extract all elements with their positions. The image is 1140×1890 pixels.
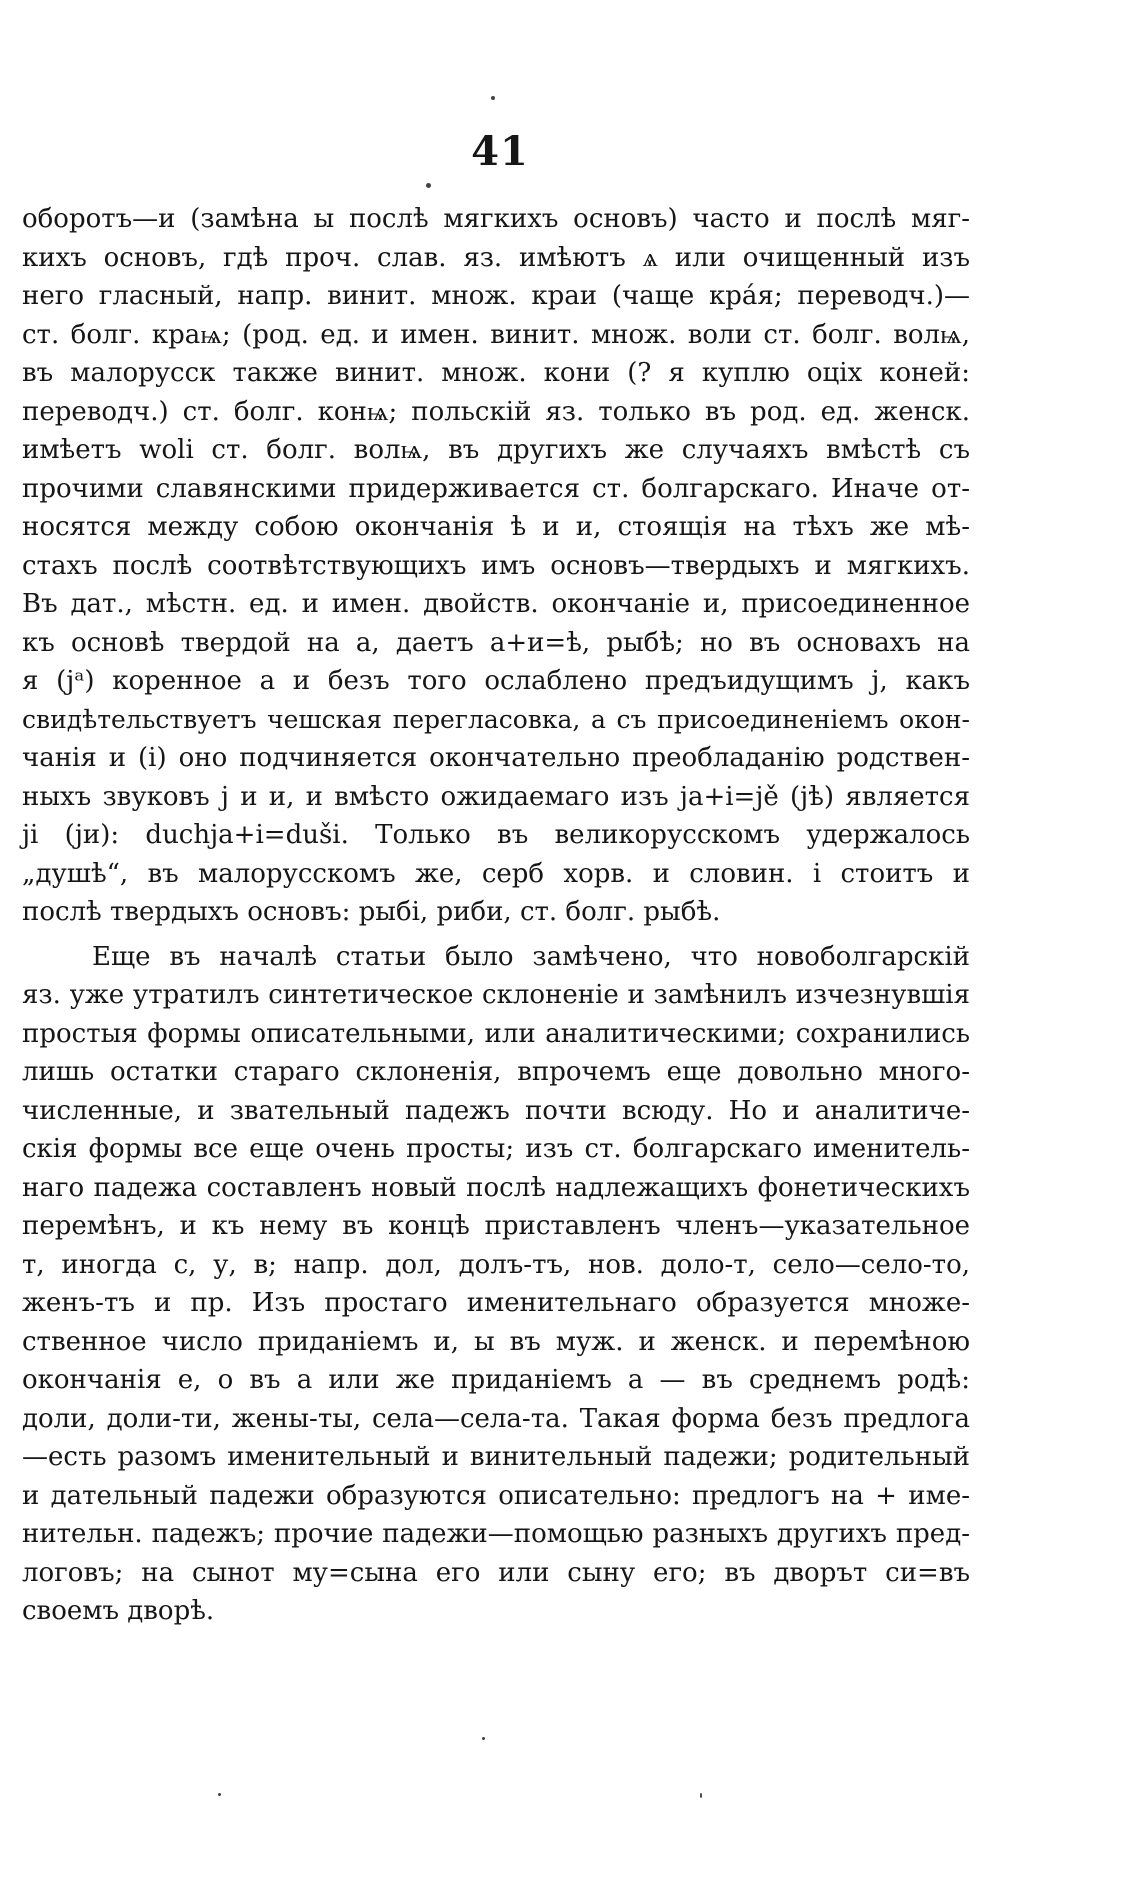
text-line: женъ-тъ и пр. Изъ простаго именительнаго образуется множе- [22, 1288, 970, 1318]
text-line: свидѣтельствуетъ чешская перегласовка, а съ присоединеніемъ окон- [22, 704, 970, 734]
text-line: лишь остатки стараго склоненія, впрочемъ еще довольно много- [22, 1057, 970, 1087]
text-line: имѣетъ woli ст. болг. волѩ, въ другихъ же случаяхъ вмѣстѣ съ [22, 435, 970, 465]
text-line: —есть разомъ именительный и винительный падежи; родительный [22, 1442, 970, 1472]
text-line: ственное число приданіемъ и, ы въ муж. и женск. и перемѣною [22, 1326, 970, 1357]
text-line: ныхъ звуковъ j и и, и вмѣсто ожидаемаго изъ ja+i=jě (jѣ) является [22, 781, 970, 812]
text-line: стахъ послѣ соотвѣтствующихъ имъ основъ—твердыхъ и мягкихъ. [22, 550, 970, 581]
text-line: перемѣнъ, и къ нему въ концѣ приставленъ членъ—указательное [22, 1211, 970, 1241]
text-line: наго падежа составленъ новый послѣ надлежащихъ фонетическихъ [22, 1172, 970, 1203]
print-speck [426, 183, 431, 188]
text-line: оборотъ—и (замѣна ы послѣ мягкихъ основъ) часто и послѣ мяг- [22, 204, 970, 234]
text-line: скія формы все еще очень просты; изъ ст. болгарскаго именитель- [22, 1134, 970, 1164]
text-line: яз. уже утратилъ синтетическое склоненіе и замѣнилъ изчезнувшія [22, 980, 970, 1010]
text-line: Еще въ началѣ статьи было замѣчено, что новоболгарскій [92, 941, 970, 972]
body-text [22, 200, 970, 1631]
text-line: него гласный, напр. винит. множ. краи (чаще кра́я; переводч.)— [22, 281, 970, 311]
text-line: нительн. падежъ; прочие падежи—помощью разныхъ другихъ пред- [22, 1519, 970, 1549]
page-number: 41 [471, 128, 529, 175]
text-line: численные, и звательный падежъ почти всюду. Но и аналитиче- [22, 1095, 970, 1126]
paragraph-1 [22, 200, 970, 932]
text-line: „душѣ“, въ малорусскомъ же, серб хорв. и словин. і стоитъ и [22, 858, 970, 889]
text-line: т, иногда с, у, в; напр. дол, долъ-тъ, нов. доло-т, село—село-то, [22, 1249, 970, 1280]
text-line: своемъ дворѣ. [22, 1596, 215, 1626]
text-line: прочими славянскими придерживается ст. болгарскаго. Иначе от- [22, 473, 970, 504]
paragraph-2 [22, 938, 970, 1631]
text-line: и дательный падежи образуются описательно: предлогъ на + име- [22, 1480, 970, 1511]
text-line: я (jᵃ) коренное а и безъ того ослаблено предъидущимъ j, какъ [22, 666, 970, 696]
text-line: Въ дат., мѣстн. ед. и имен. двойств. окончаніе и, присоединенное [22, 589, 970, 619]
text-line: простыя формы описательными, или аналитическими; сохранились [22, 1018, 970, 1049]
text-line: къ основѣ твердой на а, даетъ а+и=ѣ, рыбѣ; но въ основахъ на [22, 627, 970, 658]
text-line: доли, доли-ти, жены-ты, села—села-та. Такая форма безъ предлога [22, 1403, 970, 1434]
text-line: ст. болг. краѩ; (род. ед. и имен. винит. множ. воли ст. болг. волѩ, [22, 319, 970, 350]
print-speck [700, 1793, 702, 1798]
text-line: ji (jи): duchja+i=duši. Только въ великорусскомъ удержалось [22, 820, 970, 850]
print-speck [218, 1793, 221, 1796]
text-line: переводч.) ст. болг. конѩ; польскій яз. только въ род. ед. женск. [22, 396, 970, 427]
print-speck [482, 1737, 485, 1740]
text-line: чанія и (і) оно подчиняется окончательно преобладанію родствен- [22, 743, 970, 773]
text-line: логовъ; на сынот му=сына его или сыну его; въ дворът си=въ [22, 1557, 970, 1588]
text-line: кихъ основъ, гдѣ проч. слав. яз. имѣютъ ѧ или очищенный изъ [22, 242, 970, 273]
text-line: послѣ твердыхъ основъ: рыбі, риби, ст. болг. рыбѣ. [22, 897, 721, 927]
text-line: окончанія е, о въ а или же приданіемъ а — въ среднемъ родѣ: [22, 1365, 970, 1395]
text-line: носятся между собою окончанія ѣ и и, стоящія на тѣхъ же мѣ- [22, 512, 970, 542]
print-speck [491, 96, 495, 100]
text-line: въ малорусск также винит. множ. кони (? я куплю оціх коней: [22, 358, 970, 388]
